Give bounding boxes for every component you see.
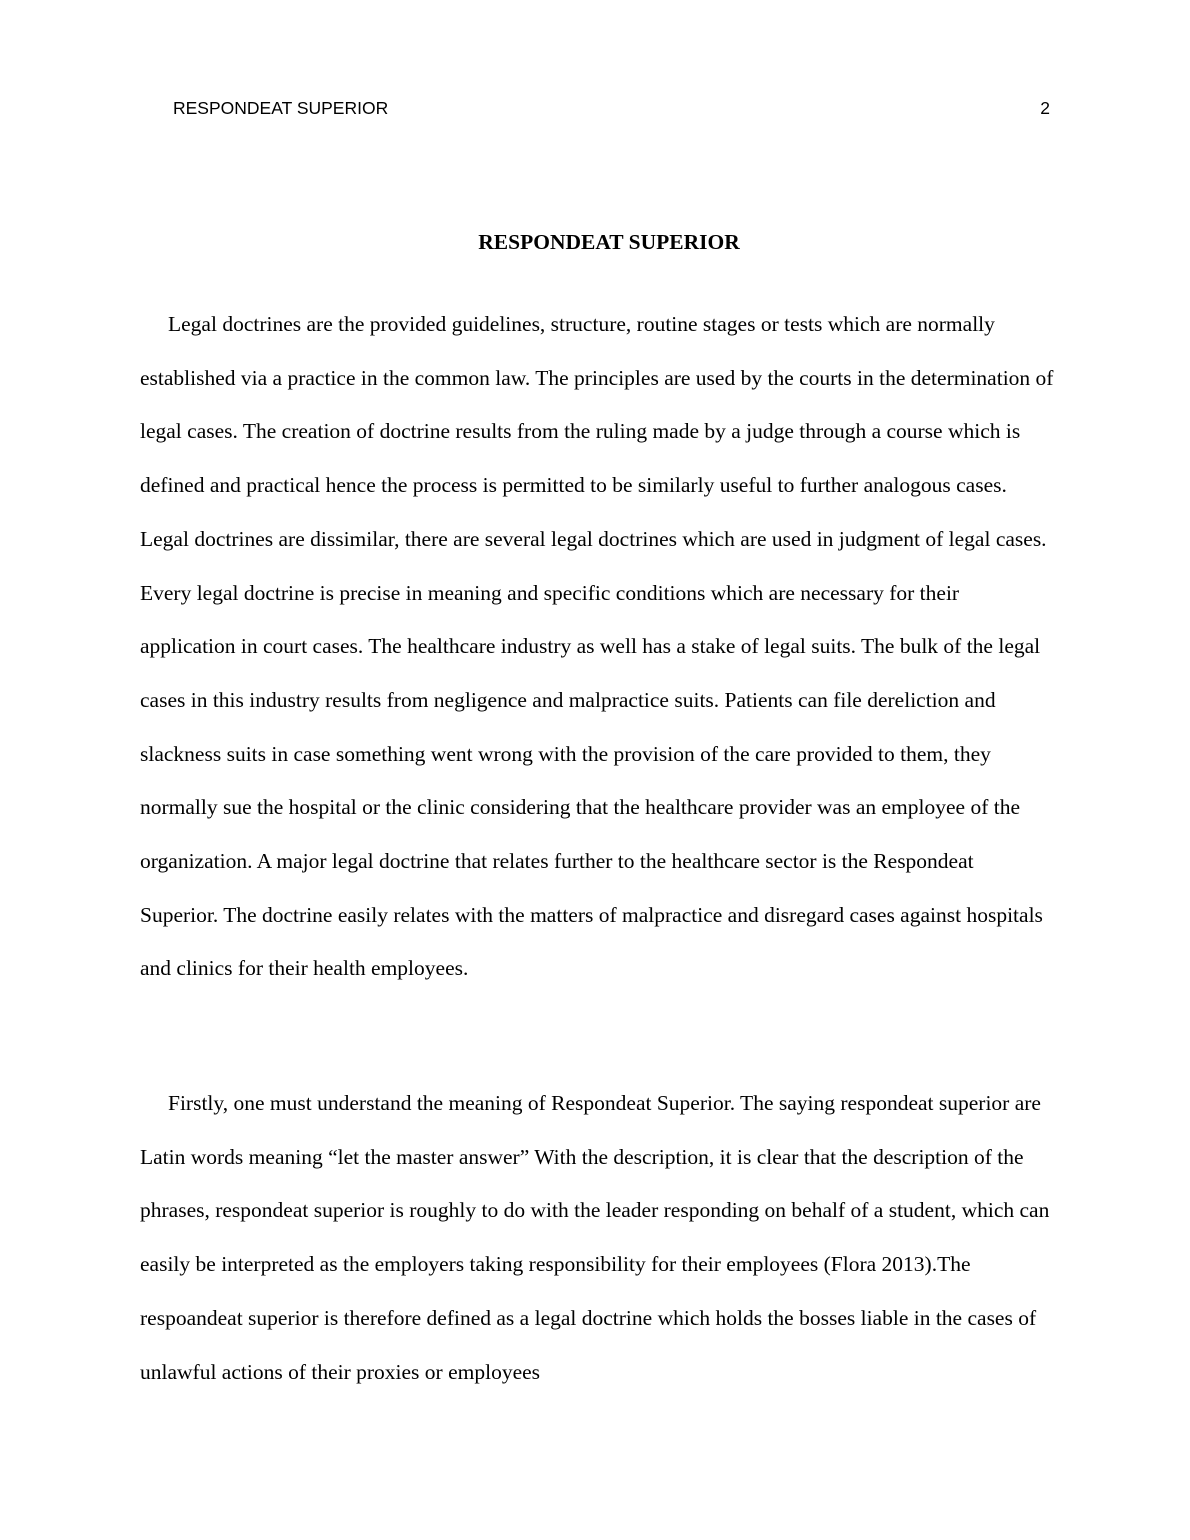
page-header: [173, 98, 1050, 120]
running-header-title: RESPONDEAT SUPERIOR: [173, 98, 389, 118]
body-paragraph-2: Firstly, one must understand the meaning of Respondeat Superior. The saying respondeat superior are Latin words meaning “let the master answer” With the description, it is clear that the description of the phrases, respondeat superior is roughly to do with the leader responding on behalf of a student, which can easily be interpreted as the employers taking responsibility for their employees (Flora 2013).The respoandeat superior is therefore defined as a legal doctrine which holds the bosses liable in the cases of unlawful actions of their proxies or employees: [140, 1091, 1050, 1384]
page-number: 2: [1040, 98, 1050, 118]
body-paragraph-1: Legal doctrines are the provided guidelines, structure, routine stages or tests which are normally established via a practice in the common law. The principles are used by the courts in the determination of legal cases. The creation of doctrine results from the ruling made by a judge through a course which is defined and practical hence the process is permitted to be similarly useful to further analogous cases. Legal doctrines are dissimilar, there are several legal doctrines which are used in judgment of legal cases. Every legal doctrine is precise in meaning and specific conditions which are necessary for their application in court cases. The healthcare industry as well has a stake of legal suits. The bulk of the legal cases in this industry results from negligence and malpractice suits. Patients can file dereliction and slackness suits in case something went wrong with the provision of the care provided to them, they normally sue the hospital or the clinic considering that the healthcare provider was an employee of the organization. A major legal doctrine that relates further to the healthcare sector is the Respondeat Superior. The doctrine easily relates with the matters of malpractice and disregard cases against hospitals and clinics for their health employees.: [140, 312, 1054, 981]
document-title: RESPONDEAT SUPERIOR: [478, 230, 740, 254]
